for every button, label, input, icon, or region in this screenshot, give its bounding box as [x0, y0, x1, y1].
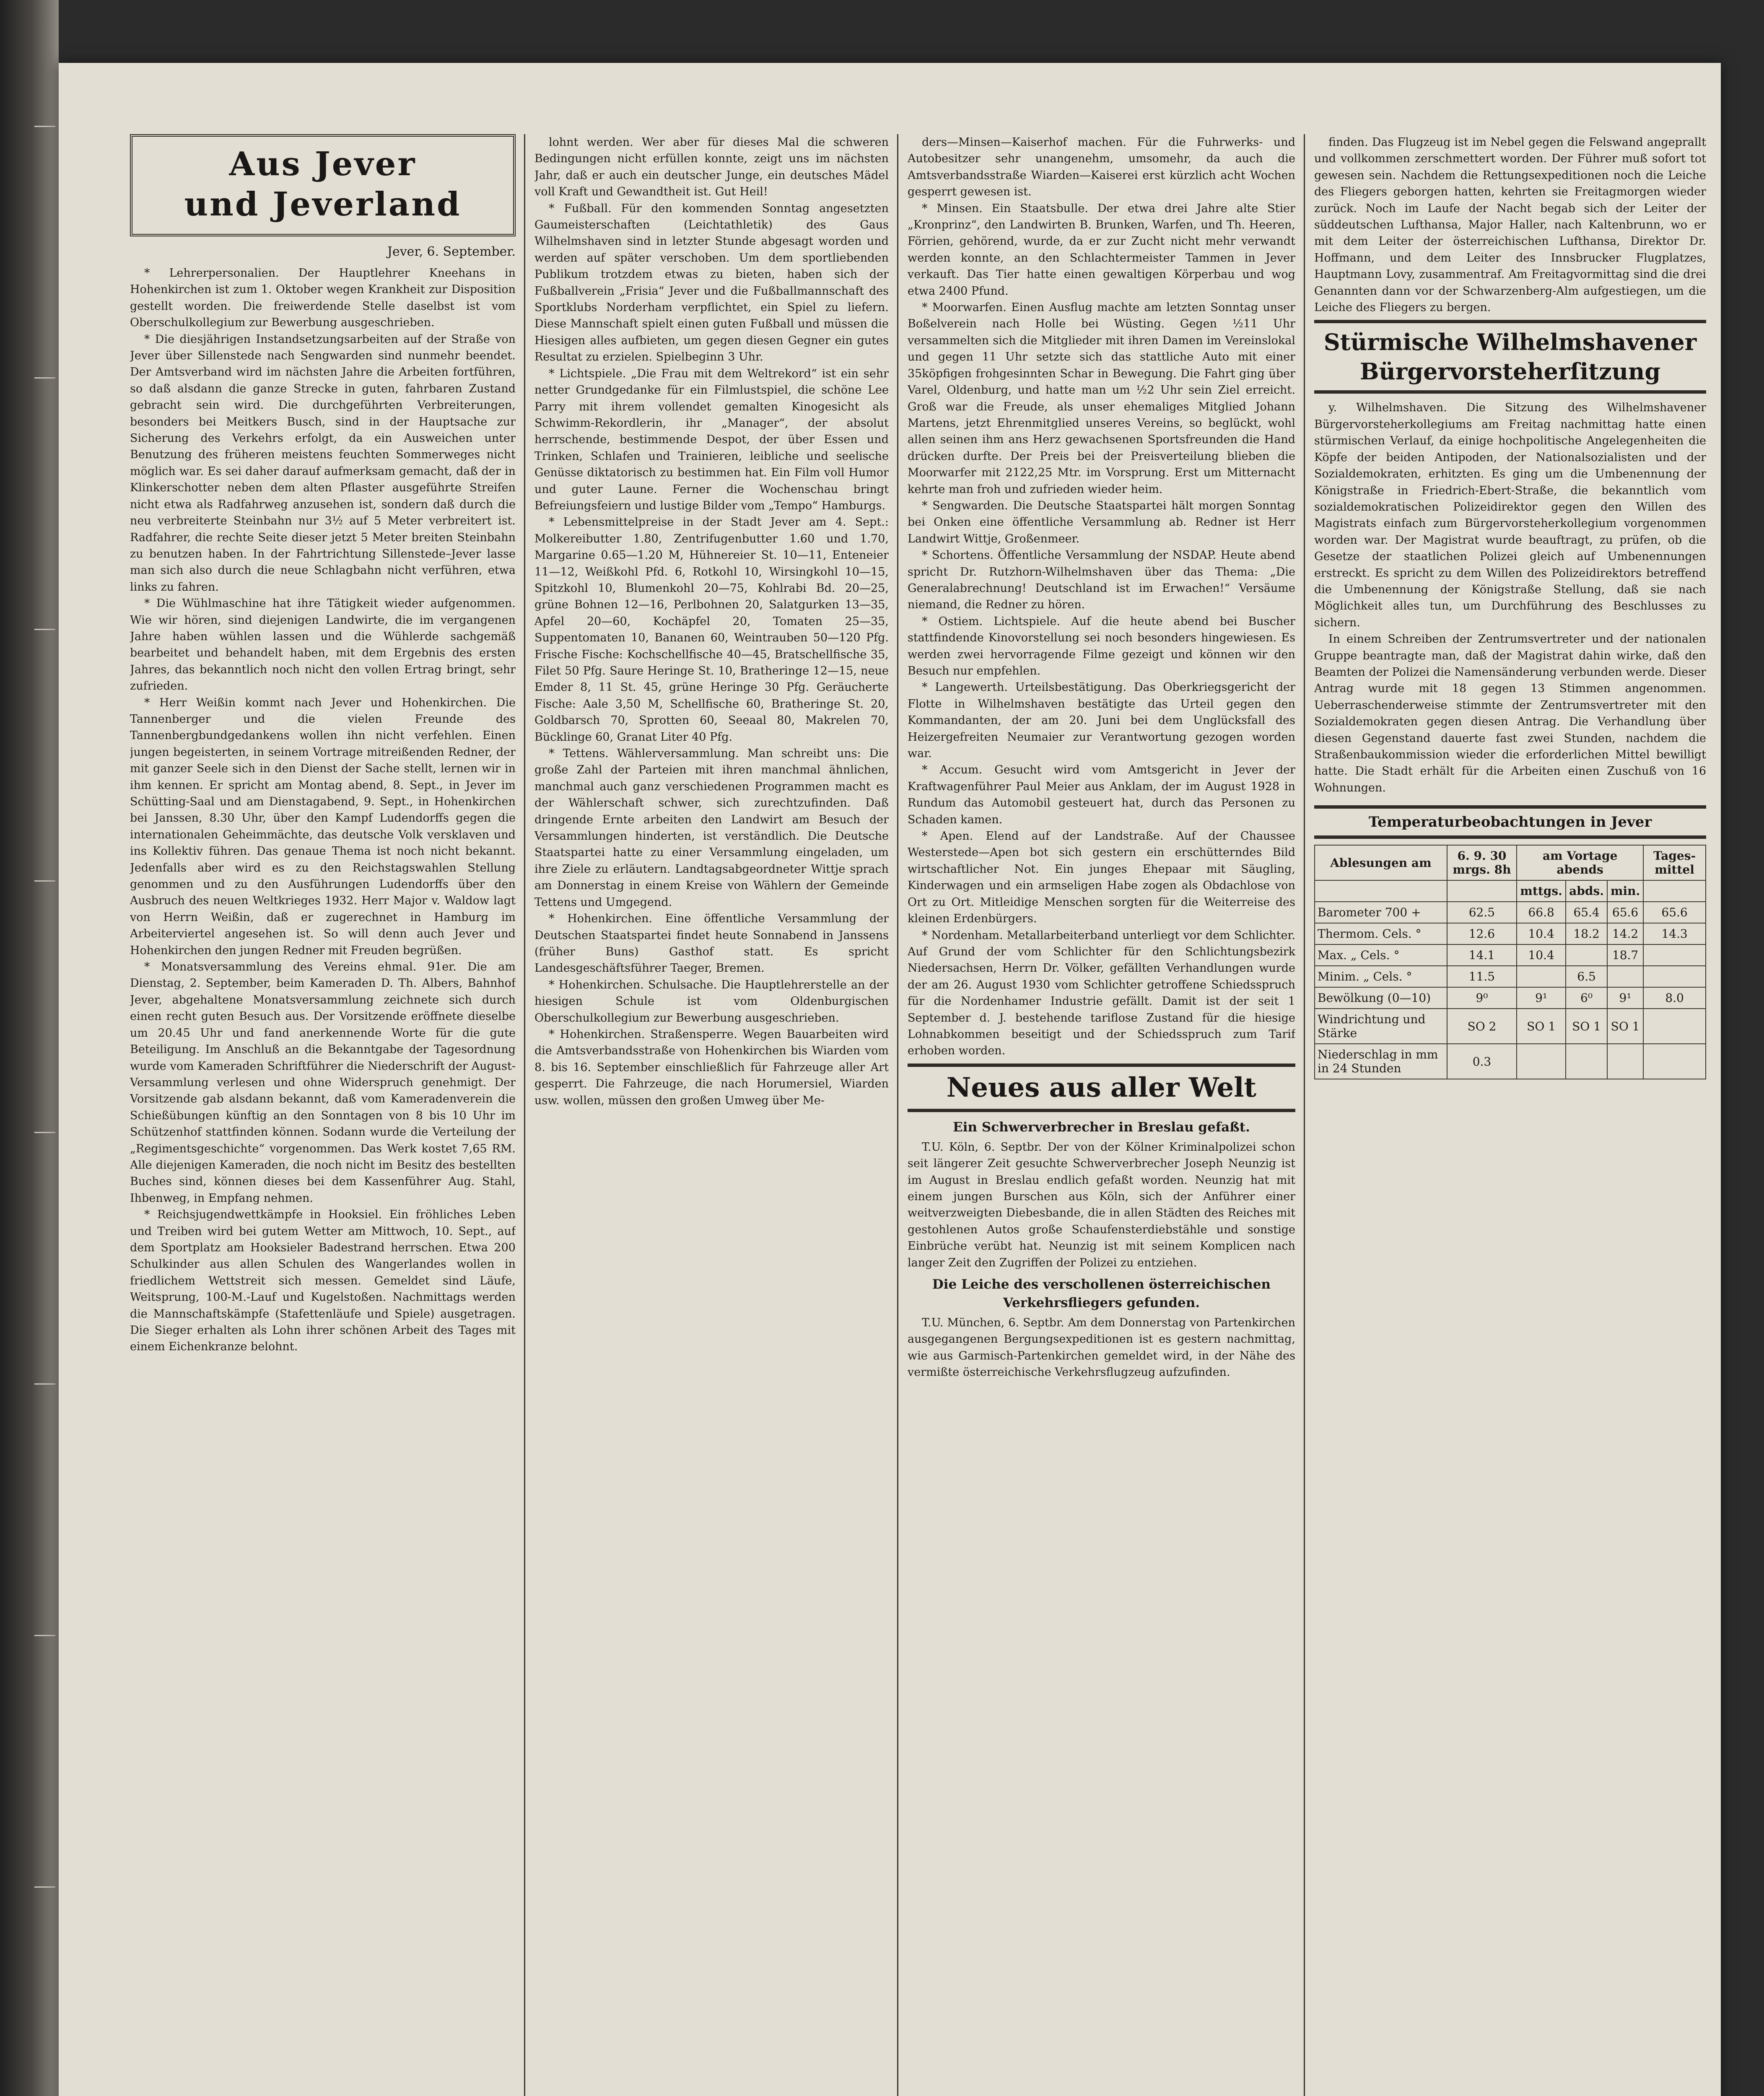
article-paragraph: In einem Schreiben der Zentrumsvertreter und der nationalen Gruppe beantragte man, daß der Magistrat dahin wirke, daß den Beamten der Polizei die Namensänderung verbunden werde. Dieser Antrag wurde mit 18 gegen 13 Stimmen angenommen. Ueberraschenderweise stimmte der Zentrumsvertreter mit den Sozialdemokraten gegen diesen Antrag. Die Verhandlung über diesen Gegenstand dauerte fast zwei Stunden, nachdem die Straßenbaukommission wieder die erforderlichen Mittel bewilligt hatte. Die Stadt erhält für die Arbeiten einen Zuschuß von 16 Wohnungen. [1314, 633, 1706, 794]
table-cell: 9⁰ [1447, 987, 1517, 1009]
table-row [1315, 966, 1706, 987]
table-subheader-row [1315, 880, 1706, 902]
article-paragraph: * Sengwarden. Die Deutsche Staatspartei hält morgen Sonntag bei Onken eine öffentliche Versammlung ab. Redner ist Herr Landwirt Wittje, Großenmeer. [908, 499, 1295, 545]
table-cell: SO 1 [1607, 1009, 1643, 1044]
article-paragraph: * Schortens. Öffentliche Versammlung der NSDAP. Heute abend spricht Dr. Rutzhorn-Wilhelmshaven über das Thema: „Die Generalabrechnung! Deutschland ist im Erwachen!“ Versäume niemand, die Redner zu hören. [908, 549, 1295, 612]
heading-line-1: Aus Jever [229, 145, 417, 183]
article-paragraph: * Hohenkirchen. Straßensperre. Wegen Bauarbeiten wird die Amtsverbandsstraße von Hohenkirchen bis Wiarden vom 8. bis 16. September einschließlich für Fahrzeuge aller Art gesperrt. Die Fahrzeuge, die nach Horumersiel, Wiarden usw. wollen, müssen den großen Umweg über Me- [534, 1027, 889, 1107]
table-cell: 14.2 [1607, 923, 1643, 944]
article-paragraph: * Herr Weißin kommt nach Jever und Hohenkirchen. Die Tannenberger und die vielen Freunde des Tannenbergbundgedankens wollen ihn nicht verfehlen. Einen jungen begeisterten, in seinem Vortrage mitreißenden Redner, der mit ganzer Seele sich in den Dienst der Sache stellt, lernen wir in ihm kennen. Er spricht am Montag abend, 8. Sept., in Jever im Schütting-Saal und am Dienstagabend, 9. Sept., in Hohenkirchen bei Janssen, 8.30 Uhr, über den Kampf Ludendorffs gegen die internationalen Geheimmächte, das deutsche Volk versklaven und ins Kollektiv führen. Das genaue Thema ist noch nicht bekannt. Jedenfalls aber wird es zu den Reichstagswahlen Stellung genommen und zu den Ausführungen Ludendorffs über den Ausbruch des neuen Weltkrieges 1932. Herr Major v. Waldow lagt von Herrn Weißin, daß er zugerechnet in Hamburg im Arbeiterviertel angesehen ist. So will denn auch Jever und Hohenkirchen den jungen Redner mit Freuden begrüßen. [130, 696, 516, 957]
table-cell [1643, 944, 1706, 966]
article-paragraph: * Reichsjugendwettkämpfe in Hooksiel. Ein fröhliches Leben und Treiben wird bei gutem Wetter am Mittwoch, 10. Sept., auf dem Sportplatz am Hooksieler Badestrand herrschen. Etwa 200 Schulkinder aus allen Schulen des Wangerlandes wollen in friedlichem Wettstreit sich messen. Gemeldet sind Läufe, Weitsprung, 100-M.-Lauf und Kugelstoßen. Nachmittags werden die Mannschaftskämpfe (Stafettenläufe und Spiele) ausgetragen. Die Sieger erhalten als Lohn ihrer schönen Arbeit des Tages mit einem Eichenkranze belohnt. [130, 1208, 516, 1354]
table-cell: 9¹ [1607, 987, 1643, 1009]
heading-line-2: und Jeverland [184, 185, 462, 223]
table-cell [1643, 966, 1706, 987]
table-row [1315, 902, 1706, 923]
table-cell: Bewölkung (0—10) [1315, 987, 1447, 1009]
table-subheader: min. [1607, 880, 1643, 902]
article-paragraph: * Die Wühlmaschine hat ihre Tätigkeit wieder aufgenommen. Wie wir hören, sind diejenigen Landwirte, die im vergangenen Jahre haben wühlen lassen und die Wühlerde sachgemäß bearbeitet und behandelt haben, mit dem Ergebnis des ersten Jahres, das bekanntlich noch nicht den vollen Ertrag bringt, sehr zufrieden. [130, 597, 516, 693]
table-header: Tages-mittel [1643, 845, 1706, 880]
table-row [1315, 1044, 1706, 1079]
table-cell: 6.5 [1566, 966, 1607, 987]
newspaper-page [59, 63, 1721, 2096]
table-cell: 65.6 [1607, 902, 1643, 923]
table-header: am Vortage abends [1517, 845, 1643, 880]
table-cell: 62.5 [1447, 902, 1517, 923]
article-paragraph: y. Wilhelmshaven. Die Sitzung des Wilhelmshavener Bürgervorsteherkollegiums am Freitag nachmittag hatte einen stürmischen Verlauf, da einige hochpolitische Angelegenheiten die Köpfe der beiden Antipoden, der Nationalsozialisten und der Sozialdemokraten, erhitzten. Es ging um die Umbenennung der Königstraße in Friedrich-Ebert-Straße, die bekanntlich vom sozialdemokratischen Polizeidirektor gegen den Willen des Magistrats einfach zum Bürgervorsteherkollegium vorgenommen worden war. Der Magistrat wurde beauftragt, zu prüfen, ob die Gesetze der staatlichen Polizei gleich auf Umbenennungen erstreckt. Es spricht zu dem Willen des Polizeidirektors betreffend die Umbenennung der Königstraße Stellung, daß sie nach Möglichkeit alles tun, um Durchführung des Beschlusses zu sichern. [1314, 401, 1706, 629]
column-2 [534, 134, 889, 2096]
table-row [1315, 923, 1706, 944]
article-paragraph: * Hohenkirchen. Schulsache. Die Hauptlehrerstelle an der hiesigen Schule ist vom Oldenburgischen Oberschulkollegium zur Bewerbung ausgeschrieben. [534, 978, 889, 1025]
article-paragraph: * Langewerth. Urteilsbestätigung. Das Oberkriegsgericht der Flotte in Wilhelmshaven bestätigte das Urteil gegen den Kommandanten, der am 20. Juni bei dem Unglücksfall des Heizergefreiten Neumaier zur Verantwortung gezogen worden war. [908, 681, 1295, 760]
news-heading: Neues aus aller Welt [908, 1064, 1295, 1112]
article-paragraph: * Die diesjährigen Instandsetzungsarbeiten auf der Straße von Jever über Sillenstede nach Sengwarden sind nunmehr beendet. Der Amtsverband wird im nächsten Jahre die Arbeiten fortführen, so daß alsdann die ganze Strecke in guten, fahrbaren Zustand gebracht sein wird. Die durchgeführten Verbreiterungen, besonders bei Meitkers Busch, sind in der Hauptsache zur Sicherung des Verkehrs erfolgt, da ein Ausweichen unter Benutzung des früheren meistens feuchten Sommerweges nicht möglich war. Es sei daher darauf aufmerksam gemacht, daß der in Klinkerschotter neben dem alten Pflaster ausgeführte Streifen nicht etwa als Radfahrweg anzusehen ist, sondern daß durch die neu verbreiterte Steinbahn nur 3½ auf 5 Meter verbreitert ist. Radfahrer, die rechte Seite dieser jetzt 5 Meter breiten Steinbahn zu benutzen haben. In der Fahrtrichtung Sillenstede–Jever lasse man sich also durch die neue Schlagbahn nicht verführen, etwa links zu fahren. [130, 332, 516, 594]
table-cell [1643, 1044, 1706, 1079]
table-subheader [1315, 880, 1447, 902]
column-1 [130, 134, 516, 2096]
table-cell: 6⁰ [1566, 987, 1607, 1009]
table-cell: Barometer 700 + [1315, 902, 1447, 923]
table-cell [1607, 1044, 1643, 1079]
table-cell: Windrichtung und Stärke [1315, 1009, 1447, 1044]
article-paragraph: lohnt werden. Wer aber für dieses Mal die schweren Bedingungen nicht erfüllen konnte, zeigt uns im nächsten Jahr, daß er auch ein deutscher Junge, ein deutsches Mädel voll Kraft und Gewandtheit ist. Gut Heil! [534, 136, 889, 199]
article-paragraph: * Nordenham. Metallarbeiterband unterliegt vor dem Schlichter. Auf Grund der vom Schlichter für den Schlichtungsbezirk Niedersachsen, Herrn Dr. Völker, gefällten Verhandlungen wurde der am 26. August 1930 vom Schlichter getroffene Schiedsspruch für die Nordenhamer Industrie gefällt. Damit ist der seit 1 September d. J. bestehende tariflose Zustand für die hiesige Lohnabkommen beseitigt und der Schiedsspruch zum Tarif erhoben worden. [908, 929, 1295, 1058]
column-4 [1314, 134, 1706, 2096]
wilhelmshaven-heading: Stürmische Wilhelmshavener Bürgervorsteherſitzung [1314, 320, 1706, 394]
table-cell [1566, 944, 1607, 966]
table-cell: 10.4 [1517, 944, 1566, 966]
table-cell: 18.7 [1607, 944, 1643, 966]
news-subheading: Ein Schwerverbrecher in Breslau gefaßt. [953, 1119, 1250, 1135]
table-cell [1643, 1009, 1706, 1044]
article-paragraph: * Moorwarfen. Einen Ausflug machte am letzten Sonntag unser Boßelverein nach Holle bei Wüsting. Gegen ½11 Uhr versammelten sich die Mitglieder mit ihren Damen im Vereinslokal und gegen 11 Uhr setzte sich das stattliche Auto mit einer 35köpfigen frohgesinnten Schar in Bewegung. Die Fahrt ging über Varel, Oldenburg, und hatte man um ½2 Uhr sein Ziel erreicht. Groß war die Freude, als unser ehemaliges Mitglied Johann Martens, jetzt Ehrenmitglied unseres Vereins, so beglückt, wohl allen seinen ihm ans Herz gewachsenen Sportsfreunden die Hand drücken durfte. Der Preis bei der Preisverteilung blieben die Moorwarfer mit 2122,25 Mtr. im Vorsprung. Erst um Mitternacht kehrte man froh und zufrieden wieder heim. [908, 301, 1295, 496]
table-cell: 9¹ [1517, 987, 1566, 1009]
article-paragraph: * Ostiem. Lichtspiele. Auf die heute abend bei Buscher stattfindende Kinovorstellung sei noch besonders hingewiesen. Es werden zwei hervorragende Filme gezeigt und können wir den Besuch nur empfehlen. [908, 615, 1295, 677]
table-header: Ablesungen am [1315, 845, 1447, 880]
article-paragraph: * Apen. Elend auf der Landstraße. Auf der Chaussee Westerstede—Apen bot sich gestern ein erschütterndes Bild wirtschaftlicher Not. Ein junges Ehepaar mit Säugling, Kinderwagen und ein armseligen Habe zogen als Obdachlose von Ort zu Ort. Mitleidige Menschen sorgten für die Weiterreise des kleinen Erdenbürgers. [908, 830, 1295, 926]
article-paragraph: * Minsen. Ein Staatsbulle. Der etwa drei Jahre alte Stier „Kronprinz“, den Landwirten B. Brunken, Warfen, und Th. Heeren, Förrien, gehörend, wurde, da er zur Zucht nicht mehr verwandt werden konnte, an den Schlachtermeister Tammen in Jever verkauft. Das Tier hatte einen gewaltigen Körperbau und wog etwa 2400 Pfund. [908, 202, 1295, 298]
article-paragraph: * Lichtspiele. „Die Frau mit dem Weltrekord“ ist ein sehr netter Grundgedanke für ein Filmlustspiel, die schöne Lee Parry mit ihrem vollendet gemalten Kinogesicht als Schwimm-Rekordlerin, ihr „Manager“, der absolut herrschende, bestimmende Despot, der über Essen und Trinken, Schlafen und Trainieren, leibliche und seelische Genüsse diktatorisch zu bestimmen hat. Ein Film voll Humor und guter Laune. Ferner die Wochenschau bringt Befreiungsfeiern und lustige Bilder vom „Tempo“ Hamburgs. [534, 367, 889, 512]
article-paragraph: * Fußball. Für den kommenden Sonntag angesetzten Gaumeisterschaften (Leichtathletik) des Gaus Wilhelmshaven sind in letzter Stunde abgesagt worden und werden auf später verschoben. Um dem sportliebenden Publikum trotzdem etwas zu bieten, haben sich der Fußballverein „Frisia“ Jever und die Fußballmannschaft des Sportklubs Norderham verpflichtet, ein Spiel zu liefern. Diese Mannschaft spielt einen guten Fußball und müssen die Hiesigen alles aufbieten, um gegen diesen Gegner ein gutes Resultat zu erzielen. Spielbeginn 3 Uhr. [534, 202, 889, 364]
table-cell: 12.6 [1447, 923, 1517, 944]
table-subheader [1447, 880, 1517, 902]
table-cell: 0.3 [1447, 1044, 1517, 1079]
table-cell: 8.0 [1643, 987, 1706, 1009]
table-subheader [1643, 880, 1706, 902]
table-header-row [1315, 845, 1706, 880]
table-cell: SO 1 [1566, 1009, 1607, 1044]
table-subheader: mttgs. [1517, 880, 1566, 902]
table-cell: 14.3 [1643, 923, 1706, 944]
article-paragraph: T.U. Köln, 6. Septbr. Der von der Kölner Kriminalpolizei schon seit längerer Zeit gesuchte Schwerverbrecher Joseph Neunzig ist im August in Breslau endlich gefaßt worden. Neunzig hat mit einem jungen Burschen aus Köln, sich der Anführer einer weitverzweigten Diebesbande, die in allen Städten des Reiches mit gestohlenen Autos große Schaufensterdiebstähle und sonstige Einbrüche verübt hat. Neunzig ist mit seinem Komplicen nach langer Zeit den Zugriffen der Polizei zu entziehen. [908, 1140, 1295, 1269]
table-row [1315, 944, 1706, 966]
article-paragraph: * Lebensmittelpreise in der Stadt Jever am 4. Sept.: Molkereibutter 1.80, Zentrifugenbutter 1.60 und 1.70, Margarine 0.65—1.20 M, Hühnereier St. 10—11, Enteneier 11—12, Weißkohl Pfd. 6, Rotkohl 10, Wirsingkohl 10—15, Spitzkohl 10, Blumenkohl 20—75, Kohlrabi Bd. 20—25, grüne Bohnen 12—16, Perlbohnen 20, Salatgurken 13—35, Apfel 20—60, Kochäpfel 20, Tomaten 25—35, Suppentomaten 10, Bananen 60, Weintrauben 50—120 Pfg. Frische Fische: Kochschellfische 40—45, Bratschellfische 35, Filet 50 Pfg. Saure Heringe St. 10, Bratheringe 12—15, neue Emder 8, 11 St. 45, grüne Heringe 30 Pfg. Geräucherte Fische: Aale 3,50 M, Schellfische 60, Bratheringe St. 20, Goldbarsch 70, Sprotten 60, Seeaal 80, Makrelen 70, Bücklinge 60, Granat Liter 40 Pfg. [534, 516, 889, 744]
article-paragraph: * Accum. Gesucht wird vom Amtsgericht in Jever der Kraftwagenführer Paul Meier aus Anklam, der im August 1928 in Rundum das Automobil gesteuert hat, durch das Personen zu Schaden kamen. [908, 763, 1295, 826]
table-cell: Thermom. Cels. ° [1315, 923, 1447, 944]
table-cell: SO 1 [1517, 1009, 1566, 1044]
article-paragraph: * Monatsversammlung des Vereins ehmal. 91er. Die am Dienstag, 2. September, beim Kameraden D. Th. Albers, Bahnhof Jever, abgehaltene Monatsversammlung zeichnete sich durch einen recht guten Besuch aus. Der Vorsitzende eröffnete dieselbe um 20.45 Uhr und fand anerkennende Worte für die gute Beteiligung. Im Anschluß an die Bekanntgabe der Tagesordnung wurde vom Kameraden Schriftführer die Niederschrift der August-Versammlung verlesen und ohne Widerspruch genehmigt. Der Vorsitzende gab alsdann bekannt, daß vom Kameradenverein die Schießübungen künftig an den Sonntagen von 8 bis 10 Uhr im Schützenhof stattfinden können. Sodann wurde die Verteilung der „Regimentsgeschichte“ vorgenommen. Das Werk kostet 7,65 RM. Alle diejenigen Kameraden, die noch nicht im Besitz des bestellten Buches sind, können dieses bei dem Kassenführer Aug. Stahl, Ihbenweg, in Empfang nehmen. [130, 960, 516, 1205]
article-paragraph: T.U. München, 6. Septbr. Am dem Donnerstag von Partenkirchen ausgegangenen Bergungsexpeditionen ist es gestern nachmittag, wie aus Garmisch-Partenkirchen gemeldet wird, in der Nähe des vermißte österreichische Verkehrsflugzeug aufzufinden. [908, 1316, 1295, 1379]
table-cell: SO 2 [1447, 1009, 1517, 1044]
temperature-table [1314, 845, 1706, 1079]
table-header: 6. 9. 30 mrgs. 8h [1447, 845, 1517, 880]
table-row [1315, 987, 1706, 1009]
table-cell [1517, 1044, 1566, 1079]
table-cell: 18.2 [1566, 923, 1607, 944]
table-cell: 66.8 [1517, 902, 1566, 923]
dateline: Jever, 6. September. [387, 244, 516, 259]
table-cell [1566, 1044, 1607, 1079]
column-3 [908, 134, 1295, 2096]
table-cell: Minim. „ Cels. ° [1315, 966, 1447, 987]
table-subheader: abds. [1566, 880, 1607, 902]
table-cell: 14.1 [1447, 944, 1517, 966]
article-paragraph: * Tettens. Wählerversammlung. Man schreibt uns: Die große Zahl der Parteien mit ihren manchmal ähnlichen, manchmal auch ganz verschiedenen Programmen macht es der Wählerschaft schwer, sich zurechtzufinden. Daß dringende Ernte arbeiten den Landwirt am Besuch der Versammlungen hinderten, ist verständlich. Die Deutsche Staatspartei hatte zu einer Versammlung eingeladen, um ihre Ziele zu erläutern. Landtagsabgeordneter Wittje sprach am Donnerstag in einem Kreise von Wählern der Gemeinde Tettens und Umgegend. [534, 747, 889, 909]
table-cell: 65.6 [1643, 902, 1706, 923]
table-cell: Niederschlag in mm in 24 Stunden [1315, 1044, 1447, 1079]
article-paragraph: * Hohenkirchen. Eine öffentliche Versammlung der Deutschen Staatspartei findet heute Sonnabend in Janssens (früher Buns) Gasthof statt. Es spricht Landesgeschäftsführer Taeger, Bremen. [534, 912, 889, 975]
table-cell [1517, 966, 1566, 987]
book-spine [0, 0, 59, 2096]
table-row [1315, 1009, 1706, 1044]
table-cell: 65.4 [1566, 902, 1607, 923]
table-cell: Max. „ Cels. ° [1315, 944, 1447, 966]
temperature-heading: Temperaturbeobachtungen in Jever [1314, 805, 1706, 839]
article-paragraph: * Lehrerpersonalien. Der Hauptlehrer Kneehans in Hohenkirchen ist zum 1. Oktober wegen Krankheit zur Disposition gestellt worden. Die freiwerdende Stelle daselbst ist vom Oberschulkollegium zur Bewerbung ausgeschrieben. [130, 267, 516, 329]
table-cell: 11.5 [1447, 966, 1517, 987]
table-cell [1607, 966, 1643, 987]
article-paragraph: ders—Minsen—Kaiserhof machen. Für die Fuhrwerks- und Autobesitzer sehr unangenehm, umsomehr, da auch die Amtsverbandsstraße Wiarden—Kaiserei erst kürzlich acht Wochen gesperrt gewesen ist. [908, 136, 1295, 199]
article-paragraph: finden. Das Flugzeug ist im Nebel gegen die Felswand angeprallt und vollkommen zerschmettert worden. Der Führer muß sofort tot gewesen sein. Nachdem die Rettungsexpeditionen noch die Leiche des Fliegers geborgen hatten, kehrten sie Freitagmorgen wieder zurück. Noch im Laufe der Nacht begab sich der Leiter der süddeutschen Lufthansa, Major Haller, nach Kaltenbrunn, wo er mit dem Leiter der österreichischen Lufthansa, Direktor Dr. Hoffmann, und dem Leiter des Innsbrucker Flugplatzes, Hauptmann Lovy, zusammentraf. Am Freitagvormittag sind die drei Genannten dann vor der Schwarzenberg-Alm aufgestiegen, um die Leiche des Fliegers zu bergen. [1314, 136, 1706, 314]
news-subheading-2: Die Leiche des verschollenen österreichischen Verkehrsfliegers gefunden. [932, 1277, 1271, 1310]
section-heading-jever [130, 134, 516, 236]
table-cell: 10.4 [1517, 923, 1566, 944]
